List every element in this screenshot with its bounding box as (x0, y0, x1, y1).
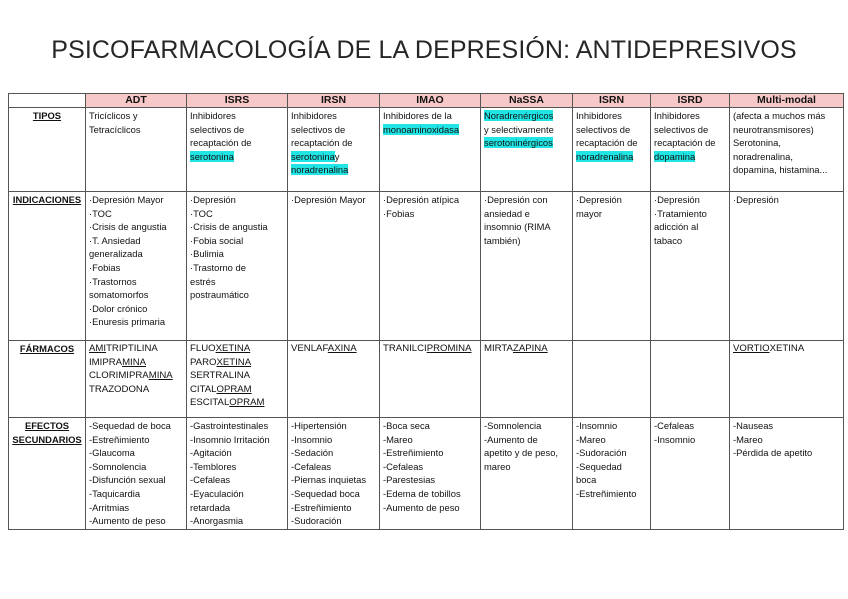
text-line: -Mareo (383, 433, 413, 445)
text-line: -Gastrointestinales (190, 420, 269, 431)
text-line: -Cefaleas (291, 460, 332, 472)
text-line: -Glaucoma (89, 447, 135, 459)
text-line: selectivos de (654, 123, 709, 135)
text-line: ·Depresión con (484, 194, 548, 205)
page-title: PSICOFARMACOLOGÍA DE LA DEPRESIÓN: ANTIDEPRESIVOS (51, 36, 797, 64)
text-line: dopamina, histamina... (733, 164, 828, 176)
text-line: Serotonina, (733, 137, 781, 149)
cell-indicaciones-nassa (481, 192, 573, 341)
drug-name: CITALOPRAM (190, 383, 252, 395)
text-line: boca (576, 474, 597, 486)
text-line: ·Trastornos (89, 275, 137, 287)
text-line: ·Depresión atípica (383, 194, 460, 205)
header-imao: IMAO (380, 94, 481, 108)
text-line: ·Crisis de angustia (190, 221, 268, 233)
text-line: -Mareo (733, 433, 763, 445)
text-line: -Cefaleas (654, 420, 695, 431)
text-line: -Sudoración (576, 447, 627, 459)
text-line: ·Fobias (383, 207, 415, 219)
highlight-noradrenergicos: Noradrenérgicos (484, 110, 554, 121)
drug-name: TRAZODONA (89, 383, 150, 395)
drug-name: VORTIOXETINA (733, 343, 805, 354)
header-adt: ADT (86, 94, 187, 108)
text-line: neurotransmisores) (733, 123, 814, 135)
cell-indicaciones-isrd (651, 192, 730, 341)
text-line: recaptación de (291, 137, 353, 149)
cell-indicaciones-multimodal (730, 192, 844, 341)
drug-name: FLUOXETINA (190, 343, 251, 354)
drug-name: SERTRALINA (190, 370, 251, 382)
text-line: retardada (190, 501, 231, 513)
text-line: -Cefaleas (190, 474, 231, 486)
cell-efectos-isrd (651, 418, 730, 530)
text-line: recaptación de (190, 137, 252, 149)
cell-farmacos-isrd (651, 341, 730, 418)
cell-farmacos-irsn (288, 341, 380, 418)
text-line: -Aumento de (484, 433, 538, 445)
drug-name: IMIPRAMINA (89, 356, 147, 368)
cell-farmacos-multimodal (730, 341, 844, 418)
header-row (9, 94, 844, 108)
text-line: Tricíclicos y (89, 110, 138, 121)
cell-efectos-nassa (481, 418, 573, 530)
text-line: ·T. Ansiedad (89, 234, 141, 246)
cell-tipos-adt (86, 108, 187, 192)
cell-tipos-nassa (481, 108, 573, 192)
cell-tipos-isrn (573, 108, 651, 192)
text-line: ·Depresión (576, 194, 622, 205)
text-line: Inhibidores (654, 110, 700, 121)
text-line: apetito y de peso, (484, 447, 559, 459)
cell-tipos-irsn (288, 108, 380, 192)
header-isrs: ISRS (187, 94, 288, 108)
text-line: somatomorfos (89, 289, 149, 301)
text-line: -Pérdida de apetito (733, 447, 813, 459)
drug-name: ESCITALOPRAM (190, 397, 265, 409)
highlight-noradrenalina: noradrenalina (291, 164, 349, 176)
text-line: ansiedad e (484, 207, 530, 219)
text-line: -Nauseas (733, 420, 774, 431)
text-line: insomnio (RIMA (484, 221, 551, 233)
highlight-dopamina: dopamina (654, 150, 696, 162)
text-line: ·Fobia social (190, 234, 244, 246)
text-line: ·TOC (89, 207, 112, 219)
drug-name: AMITRIPTILINA (89, 343, 158, 354)
cell-farmacos-isrs (187, 341, 288, 418)
cell-tipos-isrs (187, 108, 288, 192)
text-line: ·Tratamiento (654, 207, 707, 219)
text-line: -Edema de tobillos (383, 487, 461, 499)
text-line: -Temblores (190, 460, 237, 472)
row-label-tipos: TIPOS (9, 108, 86, 192)
row-efectos-secundarios (9, 418, 844, 530)
text-line: -Somnolencia (89, 460, 147, 472)
text-line: -Insomnio (654, 433, 696, 445)
cell-farmacos-imao (380, 341, 481, 418)
text-line: ·Depresión Mayor (89, 194, 164, 205)
header-corner (9, 94, 86, 108)
highlight-monoaminoxidasa: monoaminoxidasa (383, 123, 460, 135)
text-line: -Piernas inquietas (291, 474, 367, 486)
drug-name: CLORIMIPRAMINA (89, 370, 173, 382)
highlight-serotonina: serotonina (291, 150, 335, 162)
text-line: ·Depresión (190, 194, 236, 205)
cell-farmacos-nassa (481, 341, 573, 418)
text-line: postraumático (190, 289, 249, 301)
row-label-farmacos: FÁRMACOS (9, 341, 86, 418)
text-line: ·Enuresis primaria (89, 316, 166, 328)
text-line: -Insomnio (291, 433, 333, 445)
text-line: Inhibidores (190, 110, 236, 121)
text-line: -Estreñimiento (291, 501, 352, 513)
header-isrn: ISRN (573, 94, 651, 108)
cell-indicaciones-adt (86, 192, 187, 341)
text-line: generalizada (89, 248, 143, 260)
text-line: recaptación de (576, 137, 638, 149)
text-line: -Boca seca (383, 420, 430, 431)
header-multimodal: Multi-modal (730, 94, 844, 108)
text-line: y selectivamente (484, 123, 554, 135)
text-line: -Aumento de peso (89, 515, 166, 527)
text-line: -Estreñimiento (89, 433, 150, 445)
text-line: -Anorgasmia (190, 515, 244, 527)
cell-efectos-irsn (288, 418, 380, 530)
text-line: -Arritmias (89, 501, 130, 513)
text-line: -Somnolencia (484, 420, 542, 431)
text-line: adicción al (654, 221, 699, 233)
text-line: recaptación de (654, 137, 716, 149)
text-line: -Mareo (576, 433, 606, 445)
header-isrd: ISRD (651, 94, 730, 108)
text-line: selectivos de (291, 123, 346, 135)
highlight-serotonina: serotonina (190, 150, 234, 162)
text-line: -Sequedad (576, 460, 622, 472)
drug-name: MIRTAZAPINA (484, 343, 548, 354)
cell-efectos-adt (86, 418, 187, 530)
text-line: estrés (190, 275, 216, 287)
cell-efectos-isrn (573, 418, 651, 530)
text-line: también) (484, 234, 521, 246)
highlight-noradrenalina: noradrenalina (576, 150, 634, 162)
text-line: -Hipertensión (291, 420, 347, 431)
text-line: ·Depresión Mayor (291, 194, 366, 205)
cell-efectos-isrs (187, 418, 288, 530)
cell-indicaciones-irsn (288, 192, 380, 341)
row-label-indicaciones: INDICACIONES (9, 192, 86, 341)
cell-indicaciones-isrs (187, 192, 288, 341)
row-label-efectos-secundarios: EFECTOS SECUNDARIOS (9, 418, 86, 530)
row-indicaciones (9, 192, 844, 341)
text-line: ·Fobias (89, 261, 121, 273)
header-nassa: NaSSA (481, 94, 573, 108)
row-tipos (9, 108, 844, 192)
cell-efectos-imao (380, 418, 481, 530)
text-line: -Cefaleas (383, 460, 424, 472)
text-line: -Estreñimiento (576, 487, 637, 499)
drug-name: TRANILCIPROMINA (383, 343, 472, 354)
text-line: -Taquicardia (89, 487, 141, 499)
text-line: -Sedación (291, 447, 334, 459)
cell-tipos-isrd (651, 108, 730, 192)
cell-efectos-multimodal (730, 418, 844, 530)
text-line: ·Trastorno de (190, 261, 246, 273)
text-conjunction: y (334, 150, 340, 162)
text-line: Inhibidores (576, 110, 622, 121)
text-line: (afecta a muchos más (733, 110, 826, 121)
text-line: -Eyaculación (190, 487, 244, 499)
cell-indicaciones-imao (380, 192, 481, 341)
text-line: mareo (484, 460, 511, 472)
text-line: mayor (576, 207, 603, 219)
text-line: -Aumento de peso (383, 501, 460, 513)
text-line: selectivos de (576, 123, 631, 135)
cell-farmacos-adt (86, 341, 187, 418)
drug-name: VENLAFAXINA (291, 343, 357, 354)
text-line: tabaco (654, 234, 683, 246)
text-line: -Sequedad de boca (89, 420, 171, 431)
text-line: -Disfunción sexual (89, 474, 166, 486)
row-farmacos (9, 341, 844, 418)
highlight-serotoninergicos: serotoninérgicos (484, 137, 553, 149)
drug-name: PAROXETINA (190, 356, 252, 368)
text-line: -Insomnio Irritación (190, 433, 270, 445)
cell-tipos-imao (380, 108, 481, 192)
text-line: noradrenalina, (733, 150, 793, 162)
text-line: -Sudoración (291, 515, 342, 527)
text-line: -Parestesias (383, 474, 436, 486)
text-line: ·Depresión (654, 194, 700, 205)
text-line: selectivos de (190, 123, 245, 135)
text-line: -Sequedad boca (291, 487, 360, 499)
text-line: ·Dolor crónico (89, 302, 148, 314)
text-line: ·TOC (190, 207, 213, 219)
text-line: ·Crisis de angustia (89, 221, 167, 233)
header-irsn: IRSN (288, 94, 380, 108)
text-line: ·Depresión (733, 194, 779, 205)
text-line: -Agitación (190, 447, 232, 459)
cell-indicaciones-isrn (573, 192, 651, 341)
text-line: Inhibidores de la (383, 110, 452, 121)
text-line: -Insomnio (576, 420, 618, 431)
cell-tipos-multimodal (730, 108, 844, 192)
text-line: -Estreñimiento (383, 447, 444, 459)
text-line: Inhibidores (291, 110, 337, 121)
antidepressants-table (8, 93, 844, 530)
cell-farmacos-isrn (573, 341, 651, 418)
text-line: ·Bulimia (190, 248, 224, 260)
text-line: Tetracíclicos (89, 123, 141, 135)
